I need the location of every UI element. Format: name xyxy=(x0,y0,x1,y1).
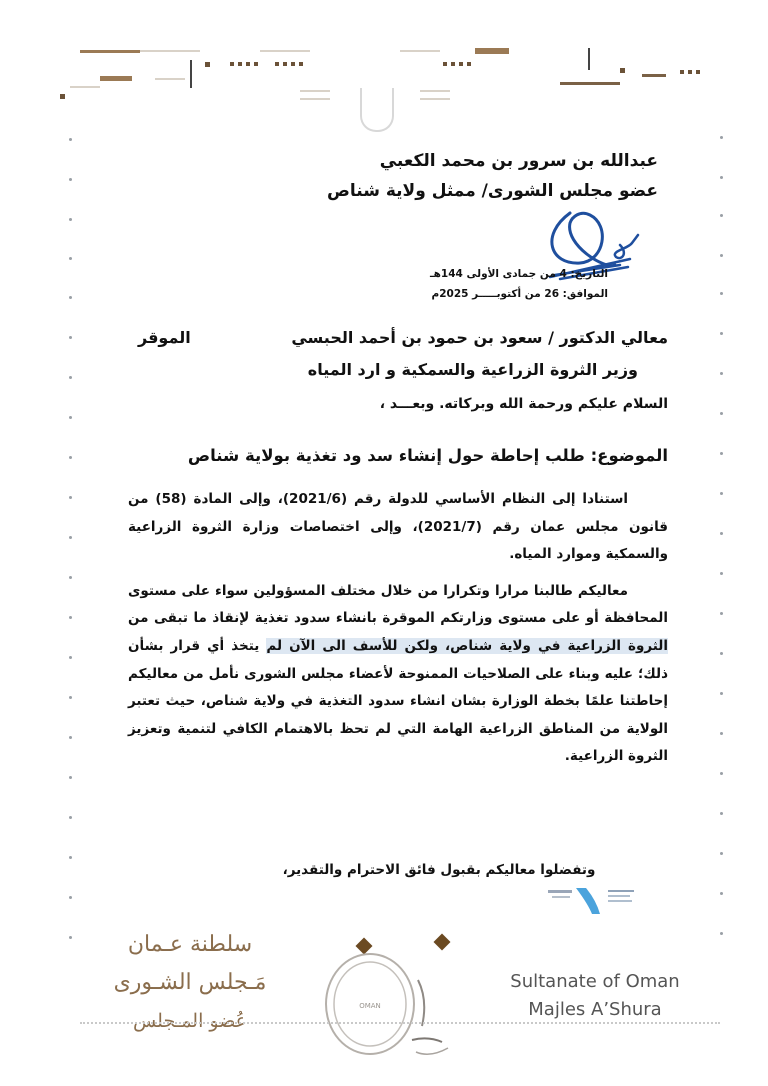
closing-line: وتفضلوا معاليكم بقبول فائق الاحترام والتقدير، xyxy=(282,862,596,878)
recipient-title: وزير الثروة الزراعية والسمكية و ارد المياه xyxy=(307,360,638,379)
seal-stamp-icon xyxy=(318,940,468,1066)
top-decorative-band xyxy=(60,40,720,120)
letter-body xyxy=(128,486,668,771)
recipient-name: معالي الدكتور / سعود بن حمود بن أحمد الحبسي xyxy=(291,328,668,347)
footer-member-ar: عُضو المـجلس xyxy=(132,1010,248,1032)
gregorian-date: الموافق: 26 من أكتوبـــــر 2025م xyxy=(431,288,608,300)
body-paragraph-2-start: معاليكم طالبنا مرارا وتكرارا من خلال مختلف المسؤولين سواء على مستوى المحافظة أو على مستوى وزارتكم الموقرة بانشاء سدود تغذية لإنقاذ ما تبقى من xyxy=(128,582,668,627)
svg-text:OMAN: OMAN xyxy=(359,1002,381,1010)
footer-sultanate-en: Sultanate of Oman xyxy=(510,971,680,992)
blue-logo-icon xyxy=(548,884,638,914)
footer-dotted-border xyxy=(80,1022,720,1026)
sender-role: عضو مجلس الشورى/ ممثل ولاية شناص xyxy=(327,181,658,201)
official-seal xyxy=(318,940,438,1066)
footer-sultanate-ar: سلطنة عـمان xyxy=(127,932,253,957)
body-paragraph-2 xyxy=(128,578,668,771)
subject-line: الموضوع: طلب إحاطة حول إنشاء سد ود تغذية بولاية شناص xyxy=(187,446,668,465)
hijri-date: التاريخ: 4 من جمادى الأولى 144هـ xyxy=(430,268,608,280)
footer-majlis-en: Majles A’Shura xyxy=(528,999,662,1020)
sender-header xyxy=(327,146,658,206)
recipient-block xyxy=(138,322,668,386)
footer-majlis-ar: مَـجلس الشـورى xyxy=(113,970,267,995)
sender-name: عبدالله بن سرور بن محمد الكعبي xyxy=(379,151,658,171)
body-paragraph-2-end: يتخذ أي قرار بشأن ذلك؛ عليه وبناء على الصلاحيات الممنوحة لأعضاء مجلس الشورى نأمل من معاليكم إحاطتنا علمًا بخطة الوزارة بشان انشاء سدود التغذية في ولاية شناص، حيث تعتبر الولاية من المناطق الزراعية الهامة التي لم تحظ بالاهتمام الكافي لتنمية وتعزيز الثروة الزراعية. xyxy=(128,637,668,765)
right-dotted-border xyxy=(720,100,724,960)
left-dotted-border xyxy=(69,100,73,960)
letter-dates xyxy=(430,264,608,304)
greeting: السلام عليكم ورحمة الله وبركاته. وبعـــد ، xyxy=(379,396,668,412)
footer-english-branding xyxy=(495,968,695,1024)
recipient-honorific: الموقر xyxy=(138,328,191,347)
body-paragraph-1: استنادا إلى النظام الأساسي للدولة رقم (2021/6)، وإلى المادة (58) من قانون مجلس عمان رقم (2021/7)، وإلى اختصاصات وزارة الثروة الزراعية والسمكية وموارد المياه. xyxy=(128,491,668,563)
highlighted-text: الثروة الزراعية في ولاية شناص، ولكن للأسف الى الآن لم xyxy=(266,637,668,654)
